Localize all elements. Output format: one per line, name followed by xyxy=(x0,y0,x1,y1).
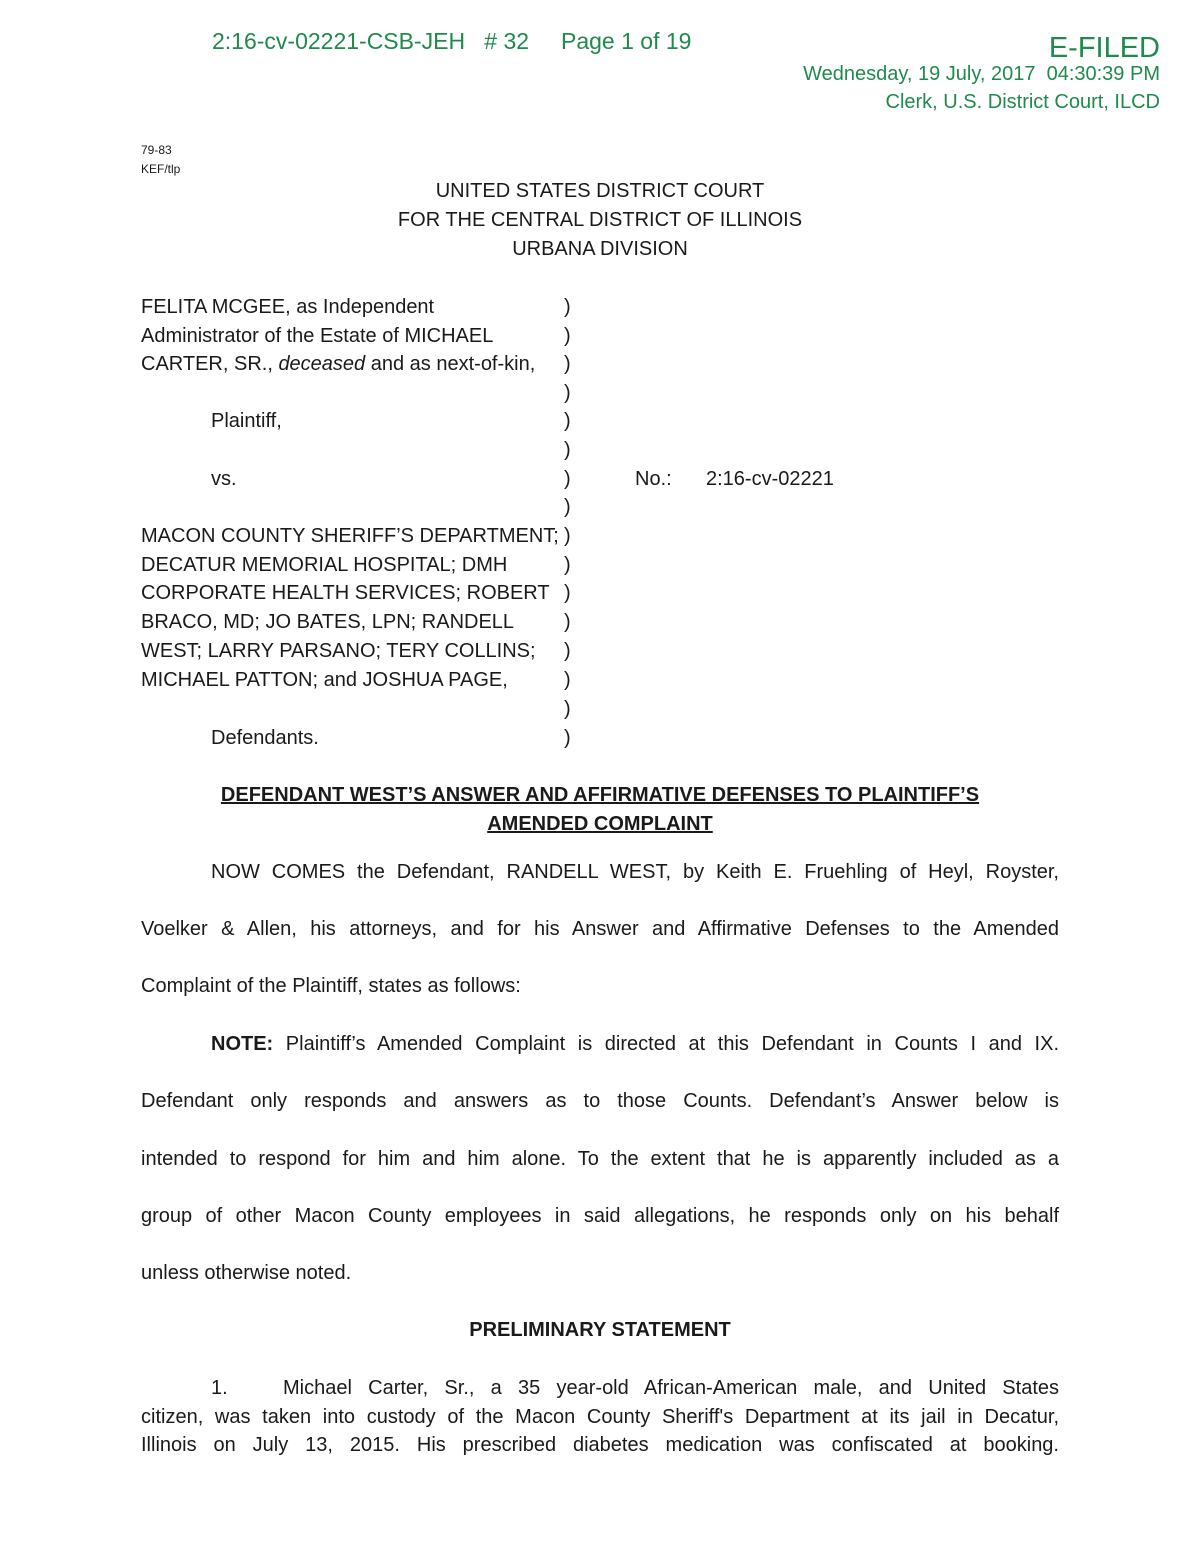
plaintiff-line-part: and as next-of-kin, xyxy=(365,353,536,375)
case-number-label: No.: xyxy=(635,468,672,490)
court-name: UNITED STATES DISTRICT COURT xyxy=(435,180,765,202)
note-paragraph-line: intended to respond for him and him alone. To the extent that he is apparently included as a xyxy=(141,1148,1059,1170)
note-text: Plaintiff’s Amended Complaint is directed at this Defendant in Counts I and IX. xyxy=(273,1033,1059,1055)
plaintiff-line: FELITA MCGEE, as Independent xyxy=(141,296,435,318)
defendant-line: CORPORATE HEALTH SERVICES; ROBERT xyxy=(141,582,550,604)
caption-paren: ) xyxy=(564,382,571,404)
defendant-line: DECATUR MEMORIAL HOSPITAL; DMH xyxy=(141,554,508,576)
caption-paren: ) xyxy=(564,640,571,662)
preliminary-paragraph-line: Michael Carter, Sr., a 35 year-old African-American male, and United States xyxy=(283,1377,1059,1399)
court-district: FOR THE CENTRAL DISTRICT OF ILLINOIS xyxy=(397,209,803,231)
note-paragraph-line: group of other Macon County employees in said allegations, he responds only on his behalf xyxy=(141,1205,1059,1227)
defendant-line: WEST; LARRY PARSANO; TERY COLLINS; xyxy=(141,640,536,662)
caption-paren: ) xyxy=(564,582,571,604)
intro-paragraph-line: Voelker & Allen, his attorneys, and for his Answer and Affirmative Defenses to the Amended xyxy=(141,918,1059,940)
document-number-stamp: # 32 xyxy=(484,28,530,54)
caption-paren: ) xyxy=(564,296,571,318)
caption-paren: ) xyxy=(564,669,571,691)
note-paragraph-line: unless otherwise noted. xyxy=(141,1262,352,1284)
paragraph-number: 1. xyxy=(211,1377,228,1399)
caption-paren: ) xyxy=(564,353,571,375)
preliminary-statement-heading: PRELIMINARY STATEMENT xyxy=(469,1319,731,1341)
plaintiff-label: Plaintiff, xyxy=(211,410,282,432)
caption-paren: ) xyxy=(564,468,571,490)
defendant-label: Defendants. xyxy=(211,727,319,749)
intro-paragraph-line: NOW COMES the Defendant, RANDELL WEST, by Keith E. Fruehling of Heyl, Royster, xyxy=(211,861,1059,883)
document-title xyxy=(0,784,1200,807)
caption-paren: ) xyxy=(564,439,571,461)
efiled-date: Wednesday, 19 July, 2017 04:30:39 PM xyxy=(803,63,1160,85)
note-paragraph-line xyxy=(211,1033,1059,1056)
document-title-continued xyxy=(0,813,1200,836)
intro-paragraph-line: Complaint of the Plaintiff, states as follows: xyxy=(141,975,521,997)
plaintiff-line-part: CARTER, SR., xyxy=(141,353,279,375)
caption-paren: ) xyxy=(564,611,571,633)
file-reference-initials: KEF/tlp xyxy=(141,162,181,176)
document-title-line: AMENDED COMPLAINT xyxy=(487,813,713,835)
caption-paren: ) xyxy=(564,727,571,749)
preliminary-paragraph-line: Illinois on July 13, 2015. His prescribed diabetes medication was confiscated at booking. xyxy=(141,1434,1059,1456)
caption-paren: ) xyxy=(564,410,571,432)
efiled-label: E-FILED xyxy=(1048,32,1160,64)
page-count-stamp: Page 1 of 19 xyxy=(561,28,692,54)
case-number-stamp: 2:16-cv-02221-CSB-JEH xyxy=(212,28,466,54)
court-division: URBANA DIVISION xyxy=(512,238,688,260)
defendant-line: MICHAEL PATTON; and JOSHUA PAGE, xyxy=(141,669,508,691)
defendant-line: MACON COUNTY SHERIFF’S DEPARTMENT; xyxy=(141,525,559,547)
caption-paren: ) xyxy=(564,496,571,518)
case-number-value: 2:16-cv-02221 xyxy=(706,468,834,490)
file-reference-number: 79-83 xyxy=(141,143,172,157)
case-stamp xyxy=(212,28,691,55)
preliminary-paragraph-line: citizen, was taken into custody of the Macon County Sheriff's Department at its jail in Decatur, xyxy=(141,1406,1059,1428)
note-label: NOTE: xyxy=(211,1033,274,1055)
document-title-line: DEFENDANT WEST’S ANSWER AND AFFIRMATIVE DEFENSES TO PLAINTIFF’S xyxy=(220,784,980,806)
plaintiff-line xyxy=(141,353,535,376)
plaintiff-line: Administrator of the Estate of MICHAEL xyxy=(141,325,494,347)
caption-paren: ) xyxy=(564,698,571,720)
defendant-line: BRACO, MD; JO BATES, LPN; RANDELL xyxy=(141,611,515,633)
note-paragraph-line: Defendant only responds and answers as to those Counts. Defendant’s Answer below is xyxy=(141,1090,1059,1112)
caption-paren: ) xyxy=(564,525,571,547)
versus-label: vs. xyxy=(211,468,237,490)
caption-paren: ) xyxy=(564,325,571,347)
caption-paren: ) xyxy=(564,554,571,576)
efiled-clerk: Clerk, U.S. District Court, ILCD xyxy=(885,91,1160,113)
deceased-italic: deceased xyxy=(278,353,366,375)
